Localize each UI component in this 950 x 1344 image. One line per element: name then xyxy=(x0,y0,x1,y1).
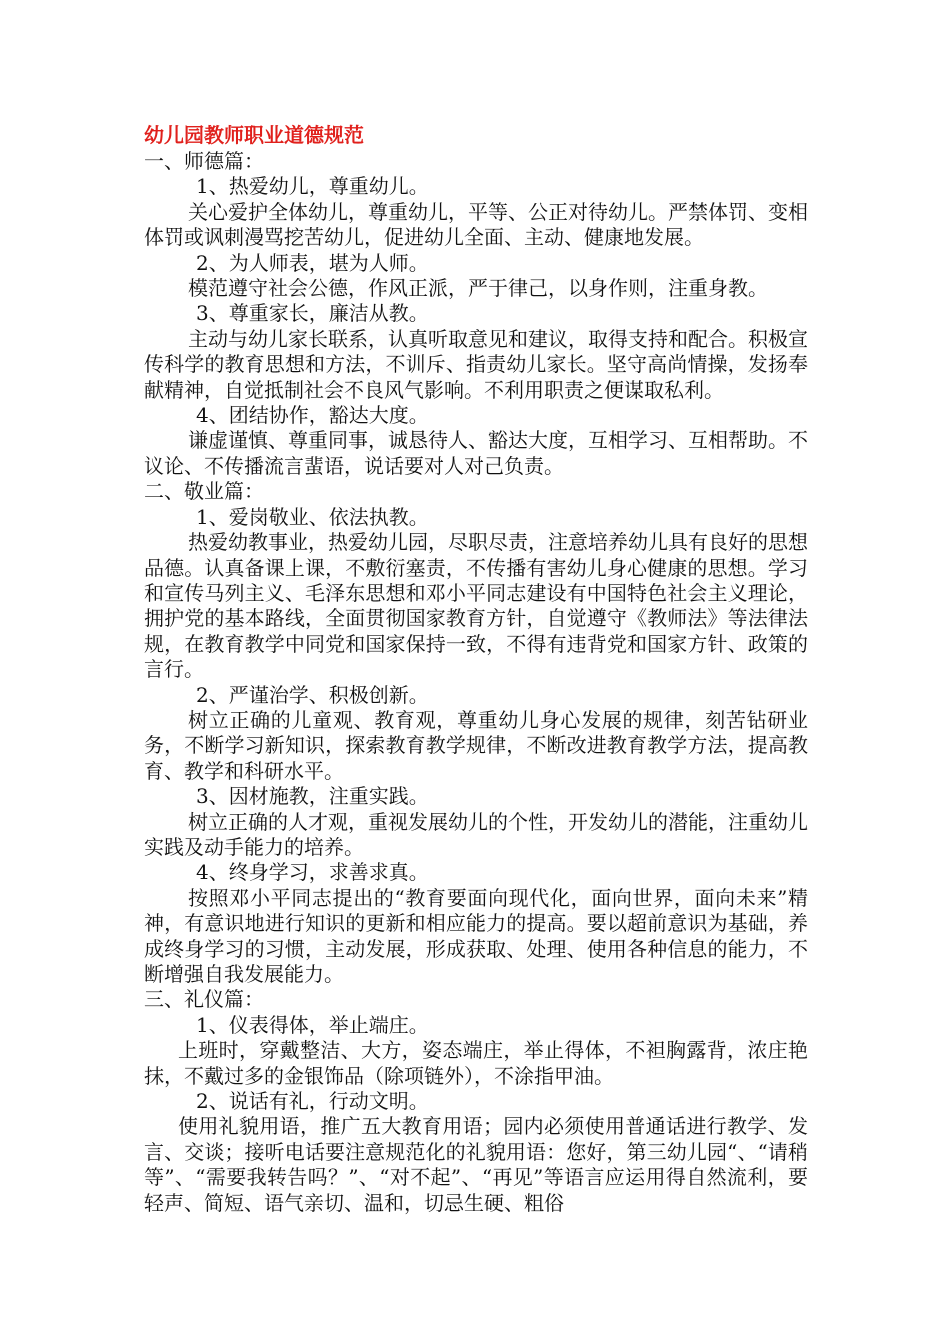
item-paragraph: 按照邓小平同志提出的“教育要面向现代化，面向世界，面向未来”精神，有意识地进行知识的更新和相应能力的提高。要以超前意识为基础，养成终身学习的习惯，主动发展，形成获取、处理、使用各种信息的能力，不断增强自我发展能力。 xyxy=(144,885,808,986)
document-page xyxy=(144,122,808,1216)
item-label: 2、说话有礼，行动文明。 xyxy=(196,1089,429,1114)
item-paragraph: 模范遵守社会公德，作风正派，严于律己，以身作则，注重身教。 xyxy=(188,276,768,301)
item-label: 3、尊重家长，廉洁从教。 xyxy=(196,301,429,326)
item-label: 3、因材施教，注重实践。 xyxy=(196,784,429,809)
document-title: 幼儿园教师职业道德规范 xyxy=(144,123,364,147)
item-paragraph: 关心爱护全体幼儿，尊重幼儿，平等、公正对待幼儿。严禁体罚、变相体罚或讽刺漫骂挖苦幼儿，促进幼儿全面、主动、健康地发展。 xyxy=(144,199,808,250)
item-paragraph: 上班时，穿戴整洁、大方，姿态端庄，举止得体，不袒胸露背，浓庄艳抹，不戴过多的金银饰品（除项链外），不涂指甲油。 xyxy=(144,1038,808,1088)
item-paragraph: 热爱幼教事业，热爱幼儿园，尽职尽责，注意培养幼儿具有良好的思想品德。认真备课上课，不敷衍塞责，不传播有害幼儿身心健康的思想。学习和宣传马列主义、毛泽东思想和邓小平同志建设有中国特色社会主义理论，拥护党的基本路线，全面贯彻国家教育方针，自觉遵守《教师法》等法律法规，在教育教学中同党和国家保持一致，不得有违背党和国家方针、政策的言行。 xyxy=(144,530,808,682)
item-label: 1、热爱幼儿，尊重幼儿。 xyxy=(196,174,429,199)
item-paragraph: 树立正确的人才观，重视发展幼儿的个性，开发幼儿的潜能，注重幼儿实践及动手能力的培养。 xyxy=(144,809,808,859)
section-heading-etiquette: 三、礼仪篇： xyxy=(144,987,264,1012)
item-label: 4、团结协作，豁达大度。 xyxy=(196,403,429,428)
section-heading-dedication: 二、敬业篇： xyxy=(144,479,264,504)
section-heading-ethics: 一、师德篇： xyxy=(144,149,264,173)
item-label: 4、终身学习，求善求真。 xyxy=(196,860,429,885)
item-paragraph: 使用礼貌用语，推广五大教育用语；园内必须使用普通话进行教学、发言、交谈；接听电话要注意规范化的礼貌用语：您好，第三幼儿园“、“请稍等”、“需要我转告吗？”、“对不起”、“再见”等语言应运用得自然流利，要轻声、简短、语气亲切、温和，切忌生硬、粗俗 xyxy=(144,1114,808,1215)
item-label: 1、爱岗敬业、依法执教。 xyxy=(196,504,429,529)
item-label: 1、仪表得体，举止端庄。 xyxy=(196,1012,429,1037)
item-paragraph: 谦虚谨慎、尊重同事，诚恳待人、豁达大度，互相学习、互相帮助。不议论、不传播流言蜚语，说话要对人对己负责。 xyxy=(144,428,808,478)
item-paragraph: 树立正确的儿童观、教育观，尊重幼儿身心发展的规律，刻苦钻研业务，不断学习新知识，探索教育教学规律，不断改进教育教学方法，提高教育、教学和科研水平。 xyxy=(144,707,808,783)
item-paragraph: 主动与幼儿家长联系，认真听取意见和建议，取得支持和配合。积极宣传科学的教育思想和方法，不训斥、指责幼儿家长。坚守高尚情操，发扬奉献精神，自觉抵制社会不良风气影响。不利用职责之便谋取私利。 xyxy=(144,326,808,402)
item-label: 2、严谨治学、积极创新。 xyxy=(196,682,429,707)
item-label: 2、为人师表，堪为人师。 xyxy=(196,250,429,275)
